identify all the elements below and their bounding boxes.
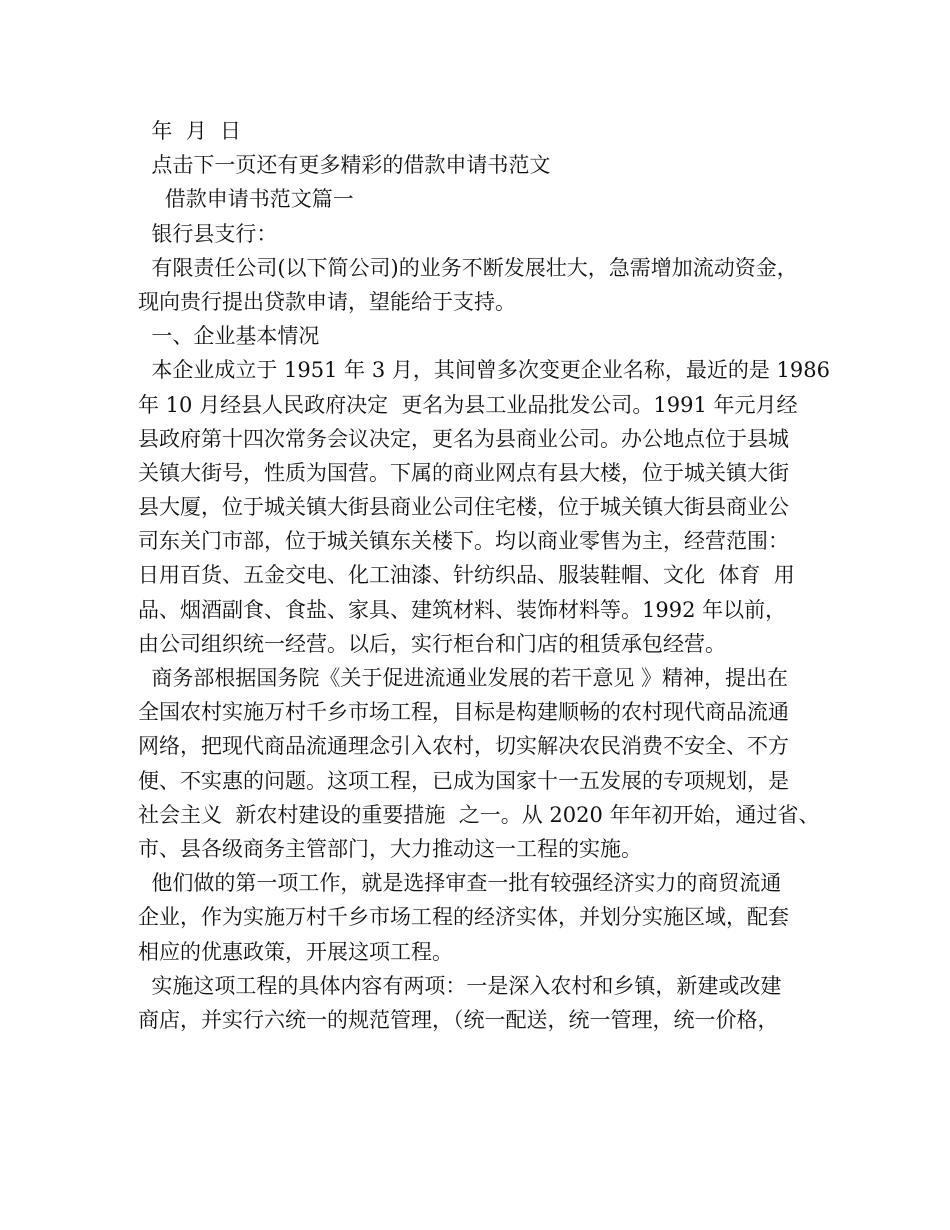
addressee: 银行县支行：	[138, 221, 278, 246]
text-line: 商务部根据国务院《关于促进流通业发展的若干意见 》精神，提出在	[138, 666, 789, 690]
text-line: 年 10 月经县人民政府决定 更名为县工业品批发公司。1991 年元月经	[138, 392, 798, 417]
text-line: 有限责任公司(以下简公司)的业务不断发展壮大，急需增加流动资金，	[138, 255, 798, 280]
text-line: 司东关门市部，位于城关镇东关楼下。均以商业零售为主，经营范围：	[138, 529, 789, 554]
text-line: 实施这项工程的具体内容有两项：一是深入农村和乡镇，新建或改建	[138, 973, 782, 998]
text-line: 社会主义 新农村建设的重要措施 之一。从 2020 年年初开始，通过省、	[138, 802, 820, 827]
text-line: 日用百货、五金交电、化工油漆、针纺织品、服装鞋帽、文化 体育 用	[138, 563, 795, 588]
date-line: 年 月 日	[138, 119, 242, 143]
document-body	[138, 114, 828, 1037]
text-line: 市、县各级商务主管部门，大力推动这一工程的实施。	[138, 836, 642, 861]
text-line: 品、烟酒副食、食盐、家具、建筑材料、装饰材料等。1992 年以前，	[138, 597, 787, 622]
text-line: 关镇大街号，性质为国营。下属的商业网点有县大楼，位于城关镇大街	[138, 460, 789, 485]
text-line: 相应的优惠政策，开展这项工程。	[138, 939, 453, 964]
text-line: 便、不实惠的问题。这项工程，已成为国家十一五发展的专项规划，是	[138, 768, 789, 793]
text-line: 本企业成立于 1951 年 3 月，其间曾多次变更企业名称，最近的是 1986	[138, 358, 830, 383]
text-line: 企业，作为实施万村千乡市场工程的经济实体，并划分实施区域，配套	[138, 905, 789, 930]
text-line: 县大厦，位于城关镇大街县商业公司住宅楼，位于城关镇大街县商业公	[138, 495, 789, 520]
text-line: 全国农村实施万村千乡市场工程，目标是构建顺畅的农村现代商品流通	[138, 700, 789, 725]
section-title: 借款申请书范文篇一	[138, 187, 354, 212]
text-line: 网络，把现代商品流通理念引入农村，切实解决农民消费不安全、不方	[138, 734, 789, 759]
text-line: 商店，并实行六统一的规范管理，（统一配送，统一管理，统一价格，	[138, 1007, 779, 1032]
next-page-hint: 点击下一页还有更多精彩的借款申请书范文	[138, 153, 551, 178]
text-line: 现向贵行提出贷款申请，望能给于支持。	[138, 289, 516, 314]
text-line: 县政府第十四次常务会议决定，更名为县商业公司。办公地点位于县城	[138, 426, 789, 451]
text-line: 他们做的第一项工作，就是选择审查一批有较强经济实力的商贸流通	[138, 871, 782, 896]
subheading: 一、企业基本情况	[138, 324, 320, 349]
text-line: 由公司组织统一经营。以后，实行柜台和门店的租赁承包经营。	[138, 631, 726, 656]
